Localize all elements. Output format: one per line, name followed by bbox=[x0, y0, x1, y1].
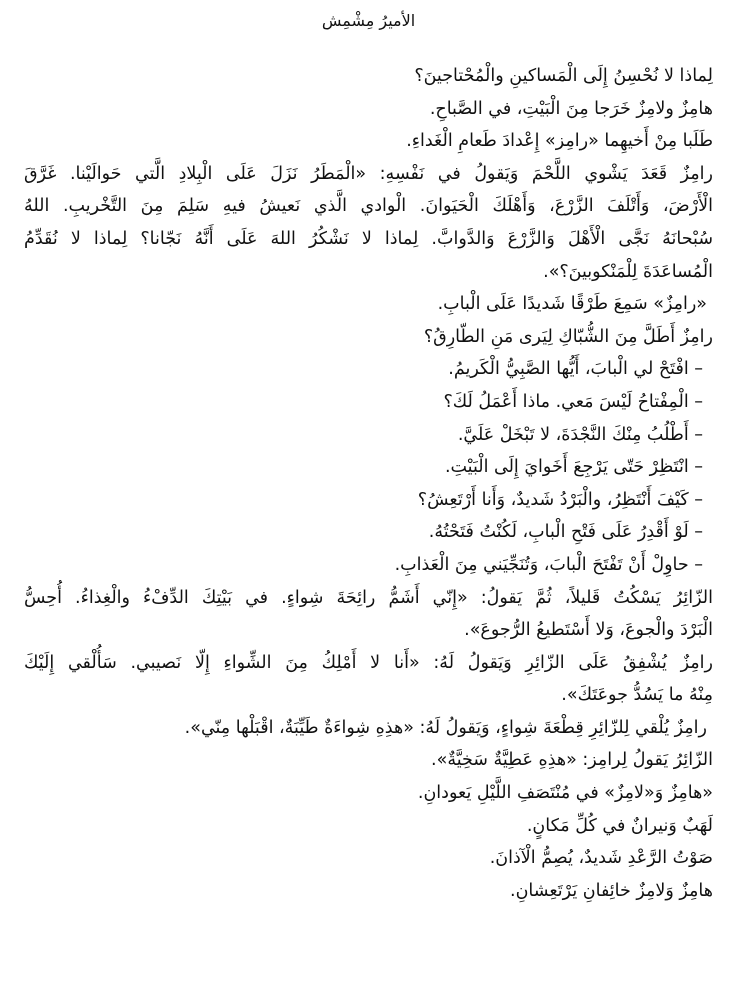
story-text bbox=[24, 60, 713, 907]
dialogue-line: – الْمِفْتاحُ لَيْسَ مَعي. ماذا أَعْمَلُ لَكَ؟ bbox=[443, 391, 703, 412]
story-line: سُبْحانَهُ نَجَّى الْأَهْلَ وَالزَّرْعَ وَالدَّوابَّ. لِماذا لا نَشْكُرُ اللهَ عَلَى أَنَّهُ نَجّانا؟ لِماذا لا نُقَدِّمُ bbox=[24, 228, 713, 249]
dialogue-line: – لَوْ أَقْدِرُ عَلَى فَتْحِ الْبابِ، لَكُنْتُ فَتَحْتُهُ. bbox=[428, 522, 703, 543]
story-line: طَلَبا مِنْ أَخيهِما «رامِز» إِعْدادَ طَعامِ الْغَداءِ. bbox=[406, 131, 713, 152]
story-line: لِماذا لا نُحْسِنُ إِلَى الْمَساكينِ والْمُحْتاجينَ؟ bbox=[414, 66, 713, 86]
story-line: الزّائِرُ يَسْكُتُ قَليلاً، ثُمَّ يَقولُ: «إِنّي أَشَمُّ رائِحَةَ شِواءٍ. في بَيْتِكَ الدِّفْءُ والْغِذاءُ. أُحِسُّ bbox=[24, 587, 713, 608]
story-line: الْأَرْضَ، وَأَتْلَفَ الزَّرْعَ، وَأَهْلَكَ الْحَيَوانَ. الْوادي الَّذي نَعيشُ فيهِ سَلِمَ مِنَ التَّخْريبِ. اللهُ bbox=[24, 196, 713, 217]
dialogue-line: – انْتَظِرْ حَتّى يَرْجِعَ أَخَوايَ إِلَى الْبَيْتِ. bbox=[444, 457, 703, 478]
story-line: الْمُساعَدَةَ لِلْمَنْكوبينَ؟». bbox=[543, 261, 713, 282]
dialogue-line: – كَيْفَ أَنْتَظِرُ، والْبَرْدُ شَديدٌ، وَأَنا أَرْتَعِشُ؟ bbox=[417, 489, 703, 510]
page-title: الأميرُ مِشْمِش bbox=[321, 11, 416, 30]
story-line: هامِزٌ وَلامِزٌ خائِفانِ يَرْتَعِشانِ. bbox=[510, 880, 713, 901]
story-line: مِنْهُ ما يَسُدُّ جوعَتَكَ». bbox=[561, 685, 713, 706]
dialogue-line: – أَطْلُبُ مِنْكَ النَّجْدَةَ، لا تَبْخَلْ عَلَيَّ. bbox=[457, 424, 703, 445]
story-line: صَوْتُ الرَّعْدِ شَديدٌ، يُصِمُّ الْآذانَ. bbox=[489, 848, 713, 869]
story-line: الزّائِرُ يَقولُ لِرامِز: «هذِهِ عَطِيَّةٌ سَخِيَّةٌ». bbox=[431, 750, 713, 771]
story-line: رامِزٌ أَطَلَّ مِنَ الشُّبّاكِ لِيَرى مَنِ الطّارِقُ؟ bbox=[423, 326, 713, 347]
story-line: «رامِزٌ» سَمِعَ طَرْقًا شَديدًا عَلَى الْبابِ. bbox=[437, 294, 707, 315]
story-line: الْبَرْدَ والْجوعَ، وَلا أَسْتَطيعُ الرُّجوعَ». bbox=[464, 620, 713, 641]
story-line: رامِزٌ يُشْفِقُ عَلَى الزّائِرِ وَيَقولُ لَهُ: «أَنا لا أَمْلِكُ مِنَ الشِّواءِ إِلّا نَصيبي. سَأُلْقي إِلَيْكَ bbox=[24, 652, 713, 673]
story-line: رامِزٌ قَعَدَ يَشْوي اللَّحْمَ وَيَقولُ في نَفْسِهِ: «الْمَطَرُ نَزَلَ عَلَى الْبِلادِ الَّتي حَوالَيْنا. غَرَّقَ bbox=[24, 163, 713, 184]
dialogue-line: – حاوِلْ أَنْ تَفْتَحَ الْبابَ، وَتُنَجِّيَني مِنَ الْعَذابِ. bbox=[394, 554, 703, 575]
story-line: هامِزٌ ولامِزٌ خَرَجا مِنَ الْبَيْتِ، في الصَّباحِ. bbox=[429, 98, 713, 119]
story-line: رامِزٌ يُلْقي لِلزّائِرِ قِطْعَةَ شِواءٍ، وَيَقولُ لَهُ: «هذِهِ شِواءَةٌ طَيِّبَةٌ، اقْبَلْها مِنّي». bbox=[184, 717, 707, 738]
dialogue-line: – افْتَحْ لي الْبابَ، أَيُّها الصَّبِيُّ الْكَريمُ. bbox=[448, 359, 703, 380]
story-line: «هامِزٌ وَ«لامِزٌ» في مُنْتَصَفِ اللَّيْلِ يَعودانِ. bbox=[417, 783, 713, 804]
story-line: لَهَبٌ وَنيرانٌ في كُلِّ مَكانٍ. bbox=[526, 815, 713, 836]
